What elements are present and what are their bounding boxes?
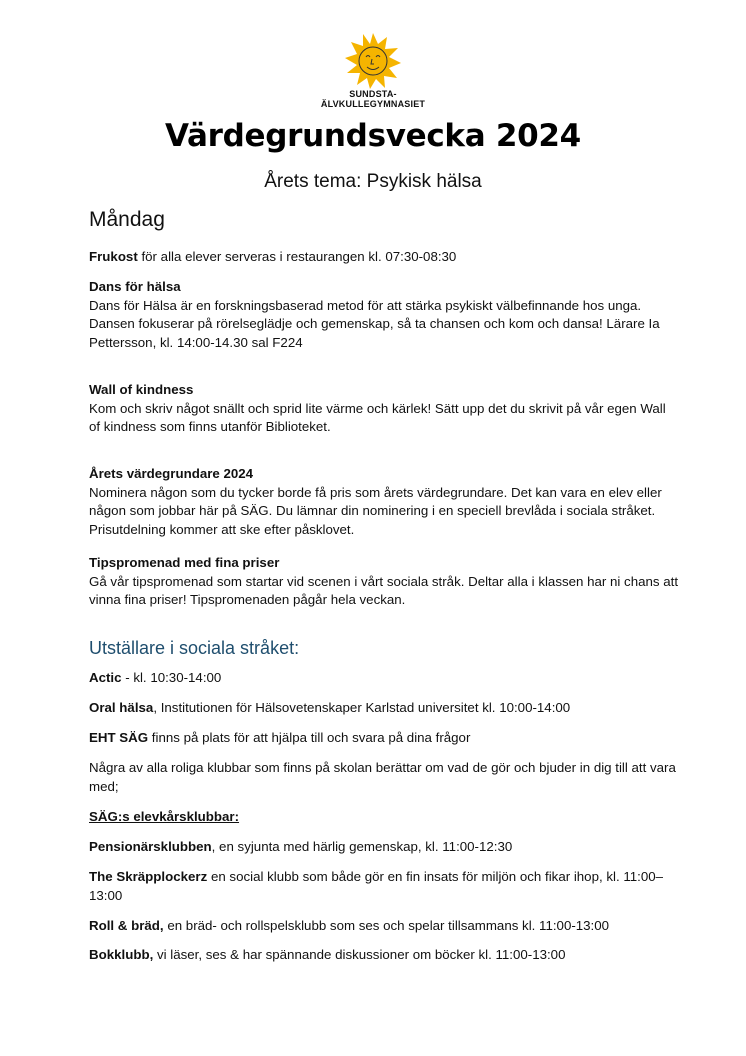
oral-paragraph	[89, 699, 679, 718]
klubbar-intro: Några av alla roliga klubbar som finns på skolan berättar om vad de gör och bjuder in dig till att vara med;	[89, 760, 676, 794]
frukost-label: Frukost	[89, 249, 138, 264]
tips-block	[89, 554, 679, 610]
skrap-paragraph	[89, 868, 679, 905]
actic-label: Actic	[89, 670, 122, 685]
actic-text: - kl. 10:30-14:00	[121, 670, 222, 685]
skrap-text: en social klubb som både gör en fin insats för miljön och fikar ihop, kl. 11:00–13:00	[89, 869, 664, 903]
pension-paragraph	[89, 838, 679, 857]
frukost-paragraph	[89, 248, 679, 267]
pension-text: , en syjunta med härlig gemenskap, kl. 11:00-12:30	[211, 839, 513, 854]
dans-heading: Dans för hälsa	[89, 279, 181, 294]
vardegrundare-block	[89, 465, 679, 539]
oral-text: , Institutionen för Hälsovetenskaper Karlstad universitet kl. 10:00-14:00	[153, 700, 571, 715]
page-subtitle: Årets tema: Psykisk hälsa	[264, 171, 482, 192]
frukost-text: för alla elever serveras i restaurangen kl. 07:30-08:30	[137, 249, 457, 264]
vardegrundare-heading: Årets värdegrundare 2024	[89, 466, 254, 481]
roll-label: Roll & bräd,	[89, 918, 164, 933]
bok-paragraph	[89, 946, 679, 965]
eht-text: finns på plats för att hjälpa till och svara på dina frågor	[148, 730, 471, 745]
roll-text: en bräd- och rollspelsklubb som ses och spelar tillsammans kl. 11:00-13:00	[163, 918, 610, 933]
bok-text: vi läser, ses & har spännande diskussioner om böcker kl. 11:00-13:00	[153, 947, 566, 962]
bok-label: Bokklubb,	[89, 947, 154, 962]
dans-block	[89, 278, 679, 352]
oral-label: Oral hälsa	[89, 700, 154, 715]
tips-heading: Tipspromenad med fina priser	[89, 555, 280, 570]
logo-line-1: SUNDSTA-	[349, 89, 397, 99]
tips-text: Gå vår tipspromenad som startar vid scenen i vårt sociala stråk. Deltar alla i klassen har ni chans att vinna fina priser! Tipspromenaden pågår hela veckan.	[89, 573, 679, 607]
dans-text: Dans för Hälsa är en forskningsbaserad metod för att stärka psykiskt välbefinnande hos unga. Dansen fokuserar på rörelseglädje och gemenskap, så ta chansen och kom och dansa! Lärare Ia Pettersson, kl. 14:00-14.30 sal F224	[89, 297, 660, 350]
roll-paragraph	[89, 917, 679, 936]
vardegrundare-text: Nominera någon som du tycker borde få pris som årets värdegrundare. Det kan vara en elev eller någon som jobbar här på SÄG. Du lämnar din nominering i en speciell brevlåda i sociala stråket. Prisutdelning kommer att ske efter påsklovet.	[89, 484, 662, 537]
actic-paragraph	[89, 669, 679, 688]
eht-paragraph	[89, 729, 679, 748]
klubbar-heading-text: SÄG:s elevkårsklubbar:	[89, 809, 240, 824]
school-logo-text	[293, 89, 453, 109]
wall-heading: Wall of kindness	[89, 382, 194, 397]
page-title: Värdegrundsvecka 2024	[165, 118, 581, 154]
skrap-label: The Skräpplockerz	[89, 869, 208, 884]
day-heading: Måndag	[89, 208, 165, 231]
wall-text: Kom och skriv något snällt och sprid lite värme och kärlek! Sätt upp det du skrivit på vår egen Wall of kindness som finns utanför Biblioteket.	[89, 400, 666, 434]
klubbar-heading	[89, 808, 679, 827]
logo-line-2: ÄLVKULLEGYMNASIET	[320, 99, 426, 109]
pension-label: Pensionärsklubben	[89, 839, 212, 854]
eht-label: EHT SÄG	[89, 730, 149, 745]
wall-block	[89, 381, 679, 437]
section-heading: Utställare i sociala stråket:	[89, 638, 300, 658]
sun-logo-icon	[340, 32, 406, 90]
